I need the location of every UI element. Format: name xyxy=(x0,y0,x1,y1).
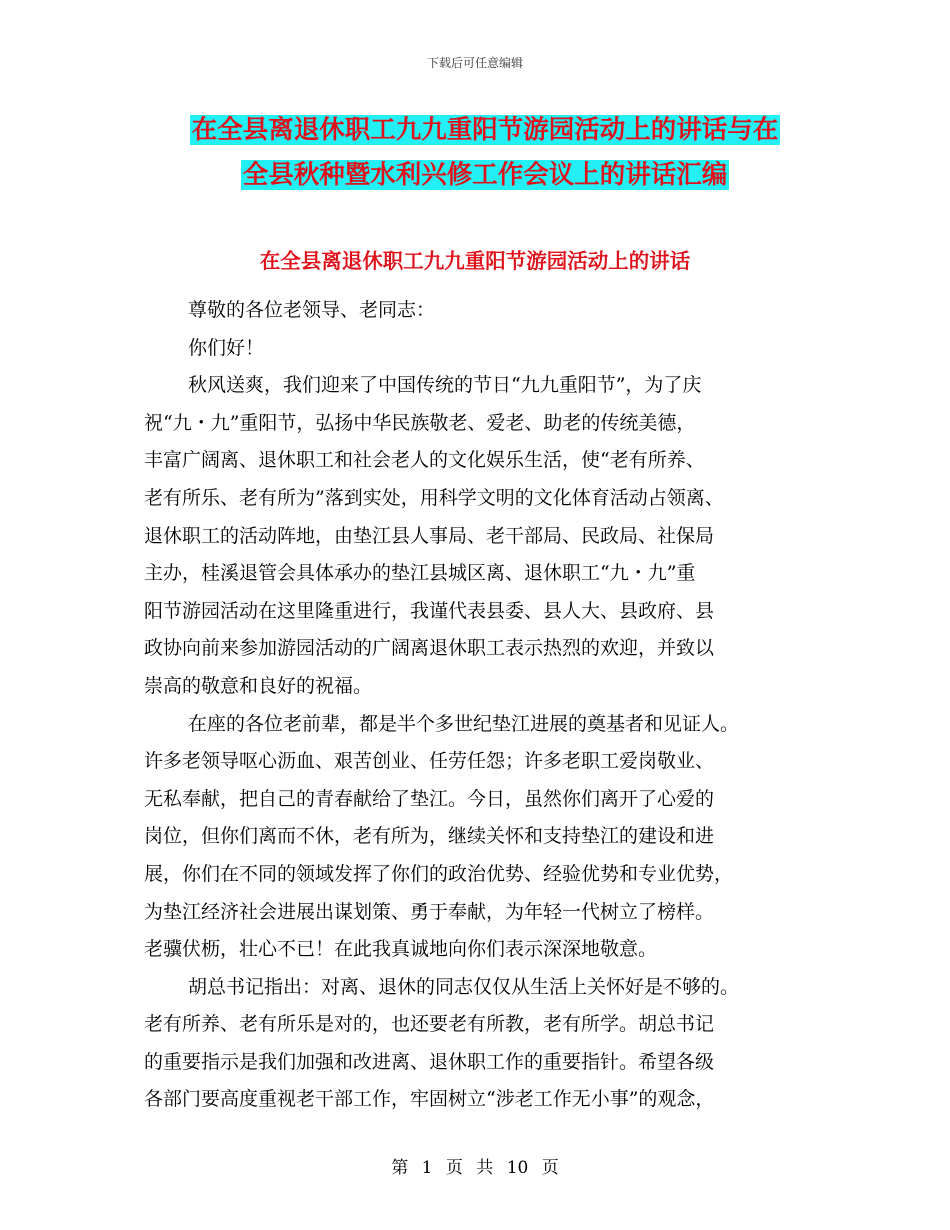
body-line: 老骥伏枥，壮心不已！在此我真诚地向你们表示深深地敬意。 xyxy=(144,938,658,961)
body-line: 主办，桂溪退管会具体承办的垫江县城区离、退休职工“九・九”重 xyxy=(144,562,696,585)
body-line: 展，你们在不同的领域发挥了你们的政治优势、经验优势和专业优势， xyxy=(144,862,734,885)
page-footer: 第 1 页 共 10 页 xyxy=(391,1158,559,1178)
document-title-line-2: 全县秋种暨水利兴修工作会议上的讲话汇编 xyxy=(242,160,728,190)
body-line: 老有所乐、老有所为”落到实处，用科学文明的文化体育活动占领离、 xyxy=(144,486,724,509)
body-line: 老有所养、老有所乐是对的，也还要老有所教，老有所学。胡总书记 xyxy=(144,1013,715,1036)
body-line: 丰富广阔离、退休职工和社会老人的文化娱乐生活，使“老有所养、 xyxy=(144,449,705,472)
body-line: 退休职工的活动阵地，由垫江县人事局、老干部局、民政局、社保局 xyxy=(144,524,715,547)
body-line: 阳节游园活动在这里隆重进行，我谨代表县委、县人大、县政府、县 xyxy=(144,599,715,622)
body-line: 政协向前来参加游园活动的广阔离退休职工表示热烈的欢迎，并致以 xyxy=(144,637,715,660)
body-line: 秋风送爽，我们迎来了中国传统的节日“九九重阳节”，为了庆 xyxy=(188,374,702,397)
document-body xyxy=(144,292,816,1119)
body-line: 祝“九・九”重阳节，弘扬中华民族敬老、爱老、助老的传统美德， xyxy=(144,411,696,434)
body-line: 崇高的敬意和良好的祝福。 xyxy=(144,674,373,697)
header-note: 下载后可任意编辑 xyxy=(426,56,523,70)
body-line: 许多老领导呕心沥血、艰苦创业、任劳任怨；许多老职工爱岗敬业、 xyxy=(144,750,715,773)
body-line: 的重要指示是我们加强和改进离、退休职工作的重要指针。希望各级 xyxy=(144,1050,715,1073)
body-line: 在座的各位老前辈，都是半个多世纪垫江进展的奠基者和见证人。 xyxy=(188,712,740,735)
body-line: 为垫江经济社会进展出谋划策、勇于奉献，为年轻一代树立了榜样。 xyxy=(144,900,715,923)
body-line: 无私奉献，把自己的青春献给了垫江。今日，虽然你们离开了心爱的 xyxy=(144,787,715,810)
body-line: 你们好！ xyxy=(188,336,265,359)
section-title: 在全县离退休职工九九重阳节游园活动上的讲话 xyxy=(259,249,691,273)
body-line: 尊敬的各位老领导、老同志： xyxy=(188,299,436,321)
body-line: 胡总书记指出：对离、退休的同志仅仅从生活上关怀好是不够的。 xyxy=(188,975,740,998)
body-line: 各部门要高度重视老干部工作，牢固树立“涉老工作无小事”的观念， xyxy=(144,1088,715,1111)
document-title-line-1: 在全县离退休职工九九重阳节游园活动上的讲话与在 xyxy=(191,115,779,145)
body-line: 岗位，但你们离而不休，老有所为，继续关怀和支持垫江的建设和进 xyxy=(144,825,715,848)
document-title xyxy=(140,108,830,198)
